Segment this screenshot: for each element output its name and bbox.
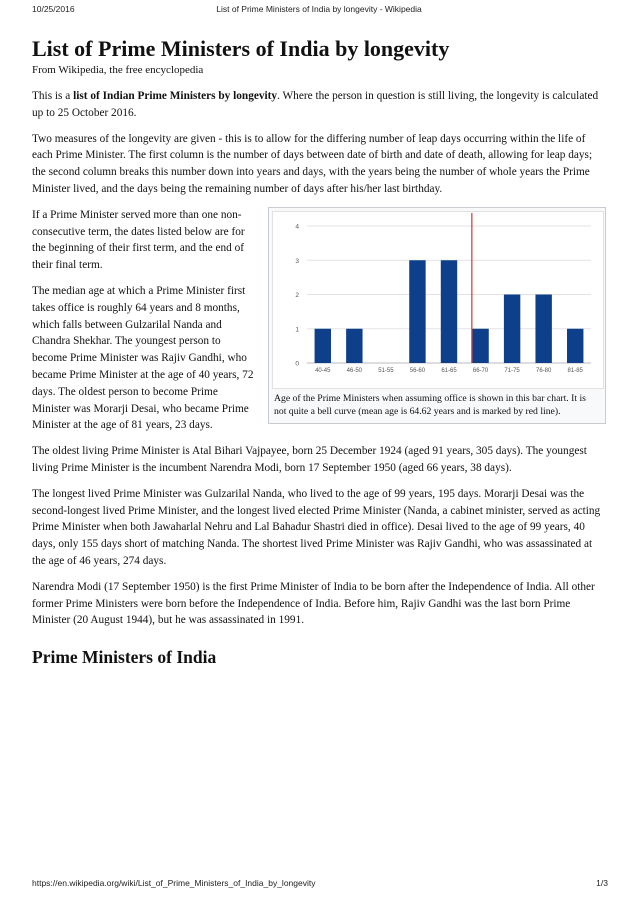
x-tick-label-81-85: 81-85 [567, 367, 583, 374]
print-page-title: List of Prime Ministers of India by longevity - Wikipedia [216, 4, 422, 14]
page-title: List of Prime Ministers of India by longevity [32, 36, 450, 61]
x-tick-label-51-55: 51-55 [378, 367, 394, 374]
intro-text-end: . Where the person in question is still living, the longevity is calculated up to 25 October 2016. [32, 90, 599, 119]
longest-lived-paragraph: The longest lived Prime Minister was Gulzarilal Nanda, who lived to the age of 99 years, 195 days. Morarji Desai was the second-longest lived Prime Minister, and the longest lived elected Prime Minister (Nanda, a cabinet minister, served as acting Prime Minister when both Jawaharlal Nehru and Lal Bahadur Shastri died in office). Desai lived to the age of 99 years, 40 days, only 155 days short of matching Nanda. The shortest lived Prime Minister was Rajiv Gandhi, who was assassinated at the age of 46 years, 274 days. [32, 487, 601, 567]
modi-paragraph: Narendra Modi (17 September 1950) is the first Prime Minister of India to be born after the Independence of India. All other former Prime Ministers were born before the Independence of India. Before him, Rajiv Gandhi was the last born Prime Minister (20 August 1944), but he was assassinated in 1991. [32, 580, 595, 627]
print-date: 10/25/2016 [32, 4, 75, 14]
bar-81-85 [567, 329, 583, 363]
bar-40-45 [315, 329, 331, 363]
intro-text-start: This is a [32, 90, 74, 102]
site-subtitle: From Wikipedia, the free encyclopedia [32, 64, 204, 76]
x-tick-label-71-75: 71-75 [504, 367, 520, 374]
age-bar-chart [272, 211, 604, 389]
y-tick-label-4: 4 [295, 223, 299, 231]
x-tick-label-40-45: 40-45 [315, 367, 331, 374]
x-tick-label-56-60: 56-60 [409, 367, 426, 374]
bar-46-50 [346, 329, 362, 363]
bar-66-70 [472, 329, 488, 363]
print-page-number: 1/3 [596, 878, 608, 888]
y-tick-label-2: 2 [295, 291, 299, 299]
bar-61-65 [441, 260, 457, 363]
bar-71-75 [504, 294, 520, 363]
figure-caption: Age of the Prime Ministers when assuming office is shown in this bar chart. It is not quite a bell curve (mean age is 64.62 years and is marked by red line). [274, 392, 586, 418]
x-tick-label-46-50: 46-50 [346, 367, 363, 374]
print-url: https://en.wikipedia.org/wiki/List_of_Prime_Ministers_of_India_by_longevity [32, 878, 316, 888]
y-tick-label-0: 0 [295, 360, 299, 368]
longevity-measures-paragraph: Two measures of the longevity are given - this is to allow for the differing number of leap days occurring within the life of each Prime Minister. The first column is the number of days between date of birth and date of death, allowing for leap days; the second column breaks this number down into years and days, with the years being the number of whole years the Prime Minister lived, and the days being the remaining number of days after his/her last birthday. [32, 132, 593, 195]
intro-paragraph [32, 88, 606, 122]
x-tick-label-61-65: 61-65 [441, 367, 457, 374]
x-tick-label-66-70: 66-70 [472, 367, 489, 374]
non-consecutive-term-paragraph: If a Prime Minister served more than one non-consecutive term, the dates listed below are for the beginning of their first term, and the end of their final term. [32, 208, 245, 272]
x-tick-label-76-80: 76-80 [535, 367, 552, 374]
bar-76-80 [535, 294, 551, 363]
oldest-living-paragraph: The oldest living Prime Minister is Atal Bihari Vajpayee, born 25 December 1924 (aged 91 years, 305 days). The youngest living Prime Minister is the incumbent Narendra Modi, born 17 September 1950 (aged 66 years, 38 days). [32, 445, 587, 474]
age-chart-figure[interactable] [268, 207, 606, 424]
y-tick-label-1: 1 [295, 326, 299, 334]
intro-bold-link[interactable]: list of Indian Prime Ministers by longevity [73, 90, 278, 102]
article-content [32, 36, 606, 668]
y-tick-label-3: 3 [295, 257, 299, 265]
median-age-paragraph: The median age at which a Prime Minister first takes office is roughly 64 years and 8 months, which falls between Gulzarilal Nanda and Chandra Shekhar. The youngest person to become Prime Minister was Rajiv Gandhi, who became Prime Minister at the age of 40 years, 72 days. The oldest person to become Prime Minister was Morarji Desai, who became Prime Minister at the age of 81 years, 23 days. [32, 284, 254, 432]
bar-56-60 [409, 260, 425, 363]
section-heading-prime-ministers: Prime Ministers of India [32, 647, 217, 668]
